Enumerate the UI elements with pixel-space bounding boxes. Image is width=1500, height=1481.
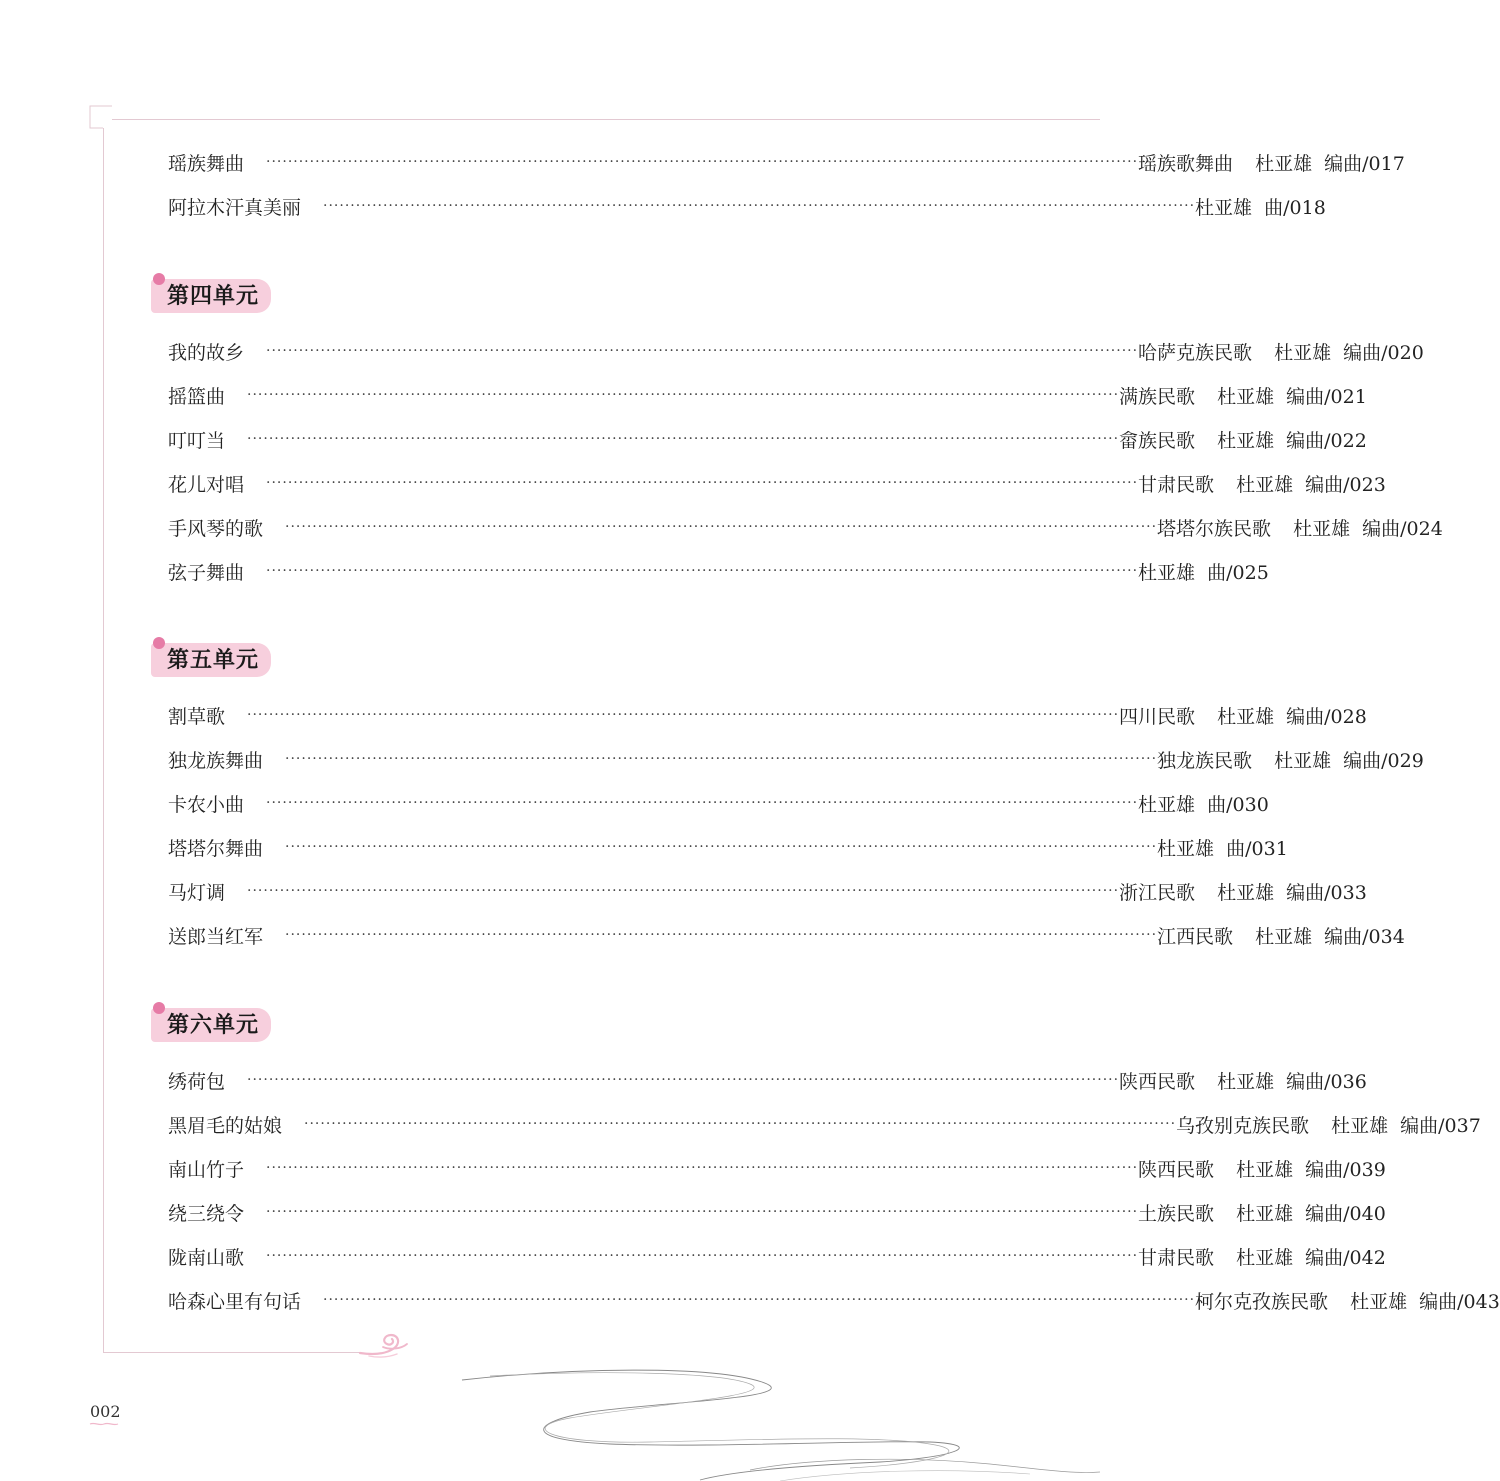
toc-entry (168, 336, 1424, 366)
toc-dot-leader: ································································································································································ (266, 563, 1139, 579)
toc-entry-credit: 杜亚雄 编曲/024 (1293, 517, 1443, 540)
toc-entry-source: 陕西民歌 (1119, 1070, 1196, 1093)
toc-entry-title: 弦子舞曲 (168, 561, 245, 584)
toc-entry (168, 876, 1367, 906)
toc-entry-source: 江西民歌 (1157, 925, 1234, 948)
page-number-underline-icon (90, 1422, 118, 1426)
toc-dot-leader: ································································································································································ (266, 343, 1139, 359)
cloud-swirl-icon (355, 1325, 415, 1360)
toc-entry-title: 割草歌 (168, 705, 226, 728)
toc-dot-leader: ································································································································································ (304, 1116, 1177, 1132)
toc-entry-title: 独龙族舞曲 (168, 749, 264, 772)
toc-entry-source: 塔塔尔族民歌 (1157, 517, 1272, 540)
toc-entry (168, 832, 1288, 862)
toc-entry (168, 512, 1443, 542)
toc-entry-credit: 杜亚雄 编曲/036 (1217, 1070, 1367, 1093)
toc-dot-leader: ································································································································································ (247, 431, 1120, 447)
frame-top-border (112, 119, 1100, 120)
toc-entry-source: 土族民歌 (1138, 1202, 1215, 1225)
toc-entry-title: 叮叮当 (168, 429, 226, 452)
toc-entry-title: 摇篮曲 (168, 385, 226, 408)
toc-entry (168, 1109, 1481, 1139)
toc-entry-credit: 杜亚雄 编曲/017 (1255, 152, 1405, 175)
toc-entry-source: 四川民歌 (1119, 705, 1196, 728)
toc-entry (168, 920, 1405, 950)
toc-entry-credit: 杜亚雄 编曲/043 (1350, 1290, 1500, 1313)
unit-heading-dot-icon (153, 273, 165, 285)
toc-entry-credit: 杜亚雄 编曲/042 (1236, 1246, 1386, 1269)
toc-entry-source: 浙江民歌 (1119, 881, 1196, 904)
toc-entry-source: 畲族民歌 (1119, 429, 1196, 452)
toc-dot-leader: ································································································································································ (285, 839, 1158, 855)
toc-entry (168, 191, 1326, 221)
unit-heading-dot-icon (153, 637, 165, 649)
toc-dot-leader: ································································································································································ (247, 1072, 1120, 1088)
toc-dot-leader: ································································································································································ (285, 927, 1158, 943)
toc-entry (168, 1065, 1367, 1095)
toc-entry (168, 788, 1269, 818)
toc-dot-leader: ································································································································································ (285, 751, 1158, 767)
toc-entry (168, 1197, 1386, 1227)
toc-entry-title: 花儿对唱 (168, 473, 245, 496)
toc-dot-leader: ································································································································································ (266, 1204, 1139, 1220)
toc-entry-credit: 杜亚雄 编曲/037 (1331, 1114, 1481, 1137)
toc-entry-credit: 杜亚雄 曲/018 (1195, 196, 1326, 219)
unit-heading-label: 第六单元 (167, 1012, 260, 1038)
toc-dot-leader: ································································································································································ (266, 1248, 1139, 1264)
toc-dot-leader: ································································································································································ (323, 1292, 1196, 1308)
unit-heading-label: 第四单元 (167, 283, 260, 309)
unit-heading-label: 第五单元 (167, 647, 260, 673)
toc-entry-title: 陇南山歌 (168, 1246, 245, 1269)
toc-entry-credit: 杜亚雄 编曲/023 (1236, 473, 1386, 496)
toc-entry-title: 阿拉木汗真美丽 (168, 196, 302, 219)
toc-entry-credit: 杜亚雄 编曲/029 (1274, 749, 1424, 772)
toc-entry (168, 744, 1424, 774)
toc-entry-credit: 杜亚雄 编曲/033 (1217, 881, 1367, 904)
toc-dot-leader: ································································································································································ (285, 519, 1158, 535)
toc-entry-title: 南山竹子 (168, 1158, 245, 1181)
toc-entry-title: 马灯调 (168, 881, 226, 904)
frame-corner-notch-icon (90, 106, 112, 128)
toc-entry-source: 甘肃民歌 (1138, 473, 1215, 496)
toc-entry-title: 绣荷包 (168, 1070, 226, 1093)
toc-entry-source: 乌孜别克族民歌 (1176, 1114, 1310, 1137)
frame-bottom-border (103, 1352, 361, 1353)
toc-entry-title: 黑眉毛的姑娘 (168, 1114, 283, 1137)
toc-entry (168, 380, 1367, 410)
toc-dot-leader: ································································································································································ (266, 475, 1139, 491)
toc-entry-credit: 杜亚雄 编曲/021 (1217, 385, 1367, 408)
toc-entry-source: 哈萨克族民歌 (1138, 341, 1253, 364)
unit-heading (151, 643, 271, 677)
toc-entry-source: 瑶族歌舞曲 (1138, 152, 1234, 175)
toc-entry-credit: 杜亚雄 编曲/040 (1236, 1202, 1386, 1225)
frame-left-border (103, 128, 104, 1353)
toc-entry-credit: 杜亚雄 编曲/020 (1274, 341, 1424, 364)
toc-entry (168, 556, 1269, 586)
toc-dot-leader: ································································································································································ (247, 883, 1120, 899)
toc-entry-source: 柯尔克孜族民歌 (1195, 1290, 1329, 1313)
toc-dot-leader: ································································································································································ (266, 154, 1139, 170)
toc-entry (168, 147, 1405, 177)
toc-entry (168, 1285, 1500, 1315)
toc-dot-leader: ································································································································································ (266, 1160, 1139, 1176)
toc-entry-credit: 杜亚雄 编曲/028 (1217, 705, 1367, 728)
toc-entry-credit: 杜亚雄 编曲/034 (1255, 925, 1405, 948)
toc-entry-source: 陕西民歌 (1138, 1158, 1215, 1181)
toc-entry-credit: 杜亚雄 曲/031 (1157, 837, 1288, 860)
toc-entry-title: 我的故乡 (168, 341, 245, 364)
toc-entry-credit: 杜亚雄 编曲/039 (1236, 1158, 1386, 1181)
toc-entry-title: 手风琴的歌 (168, 517, 264, 540)
toc-entry-title: 瑶族舞曲 (168, 152, 245, 175)
toc-dot-leader: ································································································································································ (323, 198, 1196, 214)
toc-dot-leader: ································································································································································ (266, 795, 1139, 811)
toc-entry-title: 哈森心里有句话 (168, 1290, 302, 1313)
toc-entry-credit: 杜亚雄 编曲/022 (1217, 429, 1367, 452)
toc-dot-leader: ································································································································································ (247, 387, 1120, 403)
toc-entry (168, 468, 1386, 498)
toc-entry-source: 甘肃民歌 (1138, 1246, 1215, 1269)
toc-entry-source: 满族民歌 (1119, 385, 1196, 408)
toc-entry (168, 1241, 1386, 1271)
toc-entry-title: 绕三绕令 (168, 1202, 245, 1225)
unit-heading (151, 279, 271, 313)
unit-heading-dot-icon (153, 1002, 165, 1014)
toc-entry-source: 独龙族民歌 (1157, 749, 1253, 772)
toc-entry (168, 1153, 1386, 1183)
toc-entry-title: 卡农小曲 (168, 793, 245, 816)
toc-entry-title: 送郎当红军 (168, 925, 264, 948)
unit-heading (151, 1008, 271, 1042)
toc-entry-credit: 杜亚雄 曲/030 (1138, 793, 1269, 816)
toc-entry (168, 424, 1367, 454)
toc-dot-leader: ································································································································································ (247, 707, 1120, 723)
flowing-lines-decoration-icon (450, 1360, 1100, 1481)
toc-entry-credit: 杜亚雄 曲/025 (1138, 561, 1269, 584)
page-number: 002 (90, 1402, 121, 1421)
toc-entry (168, 700, 1367, 730)
toc-entry-title: 塔塔尔舞曲 (168, 837, 264, 860)
